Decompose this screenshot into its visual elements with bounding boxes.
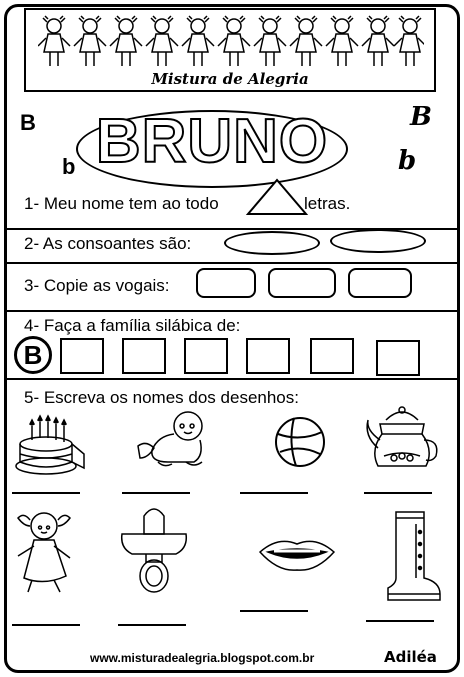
cake-icon (12, 414, 88, 478)
consonant-answer-1[interactable] (224, 231, 320, 255)
question-1-prefix: 1- Meu nome tem ao todo (24, 194, 219, 213)
syllable-base-letter: B (14, 336, 52, 374)
answer-line-4[interactable] (364, 492, 432, 494)
syllable-box-6[interactable] (376, 340, 420, 376)
syllable-box-2[interactable] (122, 338, 166, 374)
header-banner (24, 8, 436, 92)
answer-line-3[interactable] (240, 492, 308, 494)
letter-upper-cursive: B (410, 102, 432, 132)
boot-icon (380, 508, 444, 604)
question-2-label: 2- As consoantes são: (24, 234, 192, 253)
consonant-answer-2[interactable] (330, 229, 426, 253)
letter-upper-print: B (20, 110, 36, 135)
ball-icon (272, 414, 328, 470)
syllable-box-4[interactable] (246, 338, 290, 374)
answer-line-1[interactable] (12, 492, 80, 494)
student-name: BRUNO (95, 107, 329, 176)
letter-lower-cursive: b (398, 146, 417, 176)
answer-line-7[interactable] (240, 610, 308, 612)
question-1-suffix: letras. (304, 194, 351, 213)
answer-line-6[interactable] (118, 624, 186, 626)
syllable-box-5[interactable] (310, 338, 354, 374)
question-3-label: 3- Copie as vogais: (24, 276, 170, 295)
letter-count-triangle[interactable] (244, 176, 310, 218)
answer-line-8[interactable] (366, 620, 434, 622)
doll-icon (10, 506, 82, 594)
baby-icon (128, 406, 216, 470)
children-row-icon (38, 14, 424, 70)
syllable-box-3[interactable] (184, 338, 228, 374)
vowel-answer-2[interactable] (268, 268, 336, 298)
footer-author: Adiléa (384, 648, 437, 666)
question-4-label: 4- Faça a família silábica de: (24, 316, 241, 335)
teapot-icon (362, 400, 442, 476)
mouth-icon (258, 534, 336, 574)
pacifier-icon (118, 504, 190, 596)
letter-lower-print: b (62, 154, 76, 179)
brand-title: Mistura de Alegria (151, 70, 309, 88)
syllable-box-1[interactable] (60, 338, 104, 374)
vowel-answer-1[interactable] (196, 268, 256, 298)
footer-url: www.misturadealegria.blogspot.com.br (90, 651, 315, 665)
vowel-answer-3[interactable] (348, 268, 412, 298)
answer-line-2[interactable] (122, 492, 190, 494)
answer-line-5[interactable] (12, 624, 80, 626)
question-5-label: 5- Escreva os nomes dos desenhos: (24, 388, 299, 407)
